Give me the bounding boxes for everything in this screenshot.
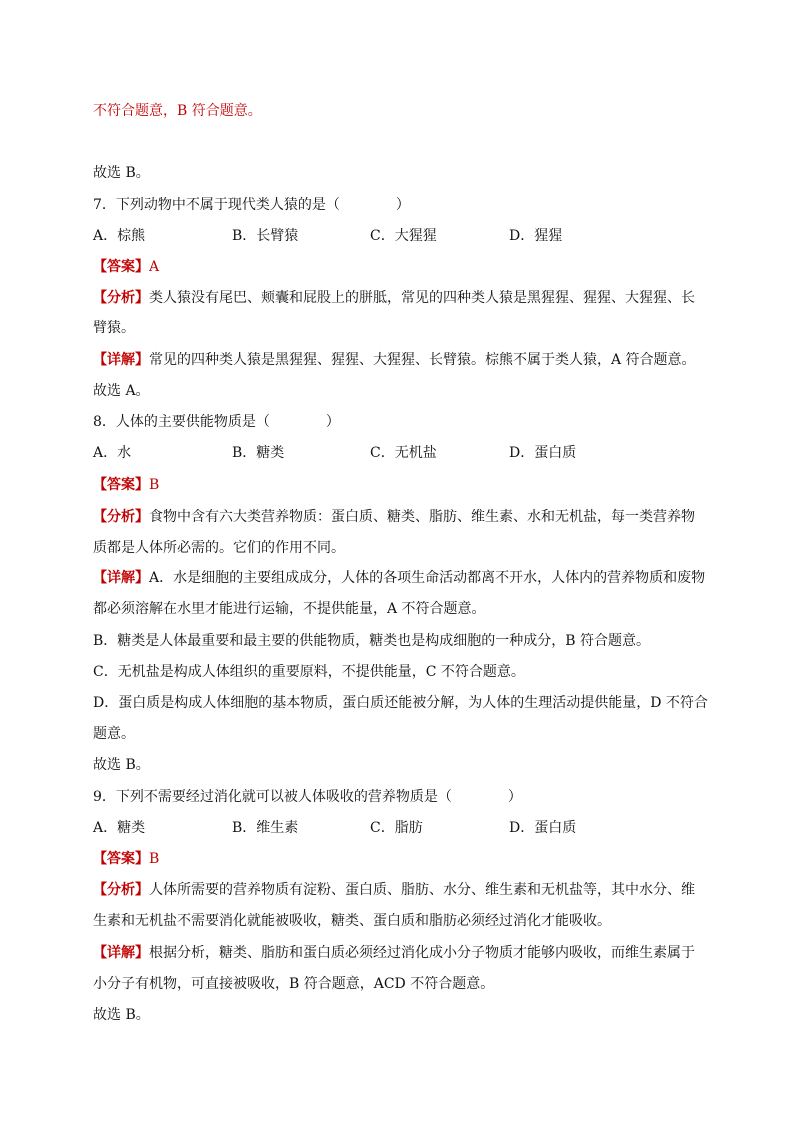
q7-option-b: B．长臂猿 [232,228,299,244]
prev-choose-line: 故选 B。 [93,165,150,181]
q8-analysis-line1 [93,507,703,527]
analysis-text: 食物中含有六大类营养物质：蛋白质、糖类、脂肪、维生素、水和无机盐，每一类营养物 [149,509,695,525]
q9-analysis-line2: 生素和无机盐不需要消化就能被吸收，糖类、蛋白质和脂肪必须经过消化才能吸收。 [93,913,611,929]
answer-tag: 【答案】 [93,259,149,275]
q9-choose-line: 故选 B。 [93,1007,150,1023]
q9-option-b: B．维生素 [232,820,299,836]
q8-option-c: C．无机盐 [370,445,437,461]
q7-option-a: A．棕熊 [93,228,146,244]
q9-detail-line1 [93,943,703,963]
q8-answer [93,475,703,495]
detail-tag: 【详解】 [93,352,149,368]
q8-detail-c: C．无机盐是构成人体组织的重要原料，不提供能量，C 不符合题意。 [93,664,525,680]
detail-tag: 【详解】 [93,570,149,586]
q7-choose-line: 故选 A。 [93,383,150,399]
q9-option-d: D．蛋白质 [509,820,577,836]
q7-analysis-line1 [93,288,703,308]
answer-tag: 【答案】 [93,477,149,493]
q7-question: 7．下列动物中不属于现代类人猿的是（ ） [93,197,410,213]
q8-detail-line1 [93,568,706,588]
detail-text: 根据分析，糖类、脂肪和蛋白质必须经过消化成小分子物质才能够内吸收，而维生素属于 [149,945,695,961]
q8-detail-d-line1: D．蛋白质是构成人体细胞的基本物质，蛋白质还能被分解，为人体的生理活动提供能量，D 不符合 [93,695,708,711]
q8-option-a: A．水 [93,445,132,461]
analysis-tag: 【分析】 [93,509,149,525]
q7-detail-line1 [93,350,703,370]
analysis-tag: 【分析】 [93,882,149,898]
q9-detail-line2: 小分子有机物，可直接被吸收，B 符合题意，ACD 不符合题意。 [93,976,495,992]
q7-option-d: D．猩猩 [509,228,563,244]
detail-text: A．水是细胞的主要组成成分，人体的各项生命活动都离不开水，人体内的营养物质和废物 [149,570,706,586]
q9-answer [93,849,703,869]
answer-value: B [149,477,160,493]
prev-detail-tail: 不符合题意，B 符合题意。 [93,103,262,119]
q9-analysis-line1 [93,880,703,900]
answer-tag: 【答案】 [93,851,149,867]
q8-detail-line2: 都必须溶解在水里才能进行运输，不提供能量，A 不符合题意。 [93,601,486,617]
q8-question: 8．人体的主要供能物质是（ ） [93,414,340,430]
q8-option-b: B．糖类 [232,445,285,461]
answer-value: A [149,259,160,275]
q9-option-a: A．糖类 [93,820,146,836]
analysis-text: 类人猿没有尾巴、颊囊和屁股上的胼胝，常见的四种类人猿是黑猩猩、猩猩、大猩猩、长 [149,290,695,306]
q7-answer [93,257,703,277]
analysis-text: 人体所需要的营养物质有淀粉、蛋白质、脂肪、水分、维生素和无机盐等，其中水分、维 [149,882,695,898]
answer-value: B [149,851,160,867]
detail-tag: 【详解】 [93,945,149,961]
detail-text: 常见的四种类人猿是黑猩猩、猩猩、大猩猩、长臂猿。棕熊不属于类人猿，A 符合题意。 [149,352,696,368]
q9-option-c: C．脂肪 [370,820,423,836]
q8-choose-line: 故选 B。 [93,757,150,773]
q7-analysis-line2: 臂猿。 [93,320,135,336]
analysis-tag: 【分析】 [93,290,149,306]
q8-detail-b: B．糖类是人体最重要和最主要的供能物质，糖类也是构成细胞的一种成分，B 符合题意。 [93,633,651,649]
q8-detail-d-line2: 题意。 [93,726,135,742]
q8-option-d: D．蛋白质 [509,445,577,461]
q9-question: 9．下列不需要经过消化就可以被人体吸收的营养物质是（ ） [93,789,522,805]
q8-analysis-line2: 质都是人体所必需的。它们的作用不同。 [93,540,345,556]
q7-option-c: C．大猩猩 [370,228,437,244]
